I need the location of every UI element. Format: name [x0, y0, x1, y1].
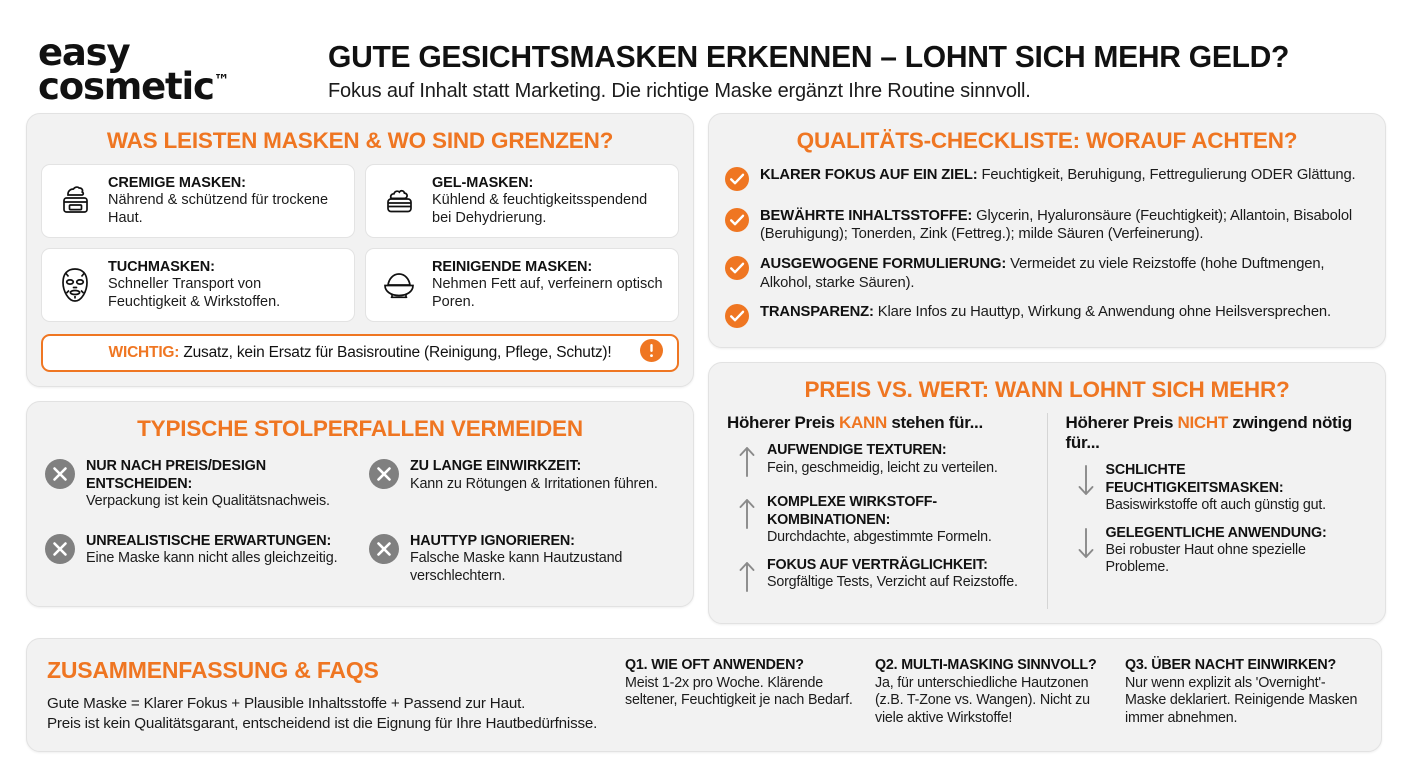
price-left-body: Sorgfältige Tests, Verzicht auf Reizstoffe. [767, 574, 1018, 590]
left-column [26, 113, 694, 624]
pitfall-body: Eine Maske kann nicht alles gleichzeitig. [86, 550, 338, 567]
faq-item [875, 657, 1111, 735]
checklist-text [760, 207, 1369, 244]
main-grid [0, 113, 1408, 624]
important-keyword: WICHTIG: [108, 344, 180, 362]
tile-reinigende-masken [365, 248, 679, 322]
pitfall-body: Kann zu Rötungen & Irritationen führen. [410, 475, 658, 492]
gel-jar-icon [377, 181, 421, 221]
pitfall-body: Verpackung ist kein Qualitätsnachweis. [86, 493, 330, 510]
card-mask-types-title: WAS LEISTEN MASKEN & WO SIND GRENZEN? [106, 127, 614, 153]
checklist-item [725, 303, 1369, 333]
checklist-body: Glycerin, Hyaluronsäure (Feuchtigkeit); Allantoin, Bisabolol (Beruhigung); Tonerden, Zink (Fettreg.); milde Säuren (Verfeinerung). [760, 207, 1353, 243]
header-text-block [328, 22, 1378, 103]
check-circle-icon [725, 208, 749, 237]
tile-body: Kühlend & feuchtigkeitsspendend bei Dehydrierung. [432, 192, 648, 226]
card-checklist-title: QUALITÄTS-CHECKLISTE: WORAUF ACHTEN? [796, 127, 1298, 153]
price-left-body: Fein, geschmeidig, leicht zu verteilen. [767, 459, 998, 476]
brand-line-2: cosmetic [38, 65, 214, 109]
important-text [109, 344, 612, 362]
faq-list [625, 657, 1361, 735]
price-right-heading-pre: Höherer Preis [1065, 413, 1178, 433]
summary-block [47, 657, 607, 735]
price-left-item [727, 442, 1029, 483]
arrow-up-icon [737, 444, 757, 483]
pitfall-item [369, 533, 675, 586]
tile-heading: CREMIGE MASKEN: [108, 174, 246, 191]
checklist-body: Vermeidet zu viele Reizstoffe (hohe Duftmengen, Alkohol, starke Säuren). [760, 256, 1325, 291]
page-subtitle: Fokus auf Inhalt statt Marketing. Die richtige Maske ergänzt Ihre Routine sinnvoll. [328, 80, 1031, 102]
checklist-body: Klare Infos zu Hauttyp, Wirkung & Anwendung ohne Heilsversprechen. [873, 304, 1331, 321]
pitfall-text [86, 533, 337, 568]
price-left-heading [727, 413, 1029, 433]
faq-question: Q1. WIE OFT ANWENDEN? [625, 656, 804, 673]
faq-question: Q3. ÜBER NACHT EINWIRKEN? [1125, 656, 1337, 673]
faq-question: Q2. MULTI-MASKING SINNVOLL? [875, 656, 1097, 673]
pitfall-body: Falsche Maske kann Hautzustand verschlechtern. [410, 550, 623, 584]
x-circle-icon [369, 534, 399, 569]
x-circle-icon [369, 459, 399, 494]
tile-tuchmasken [41, 248, 355, 322]
price-left-heading-item: KOMPLEXE WIRKSTOFF-KOMBINATIONEN: [767, 494, 937, 528]
pitfall-text [410, 533, 675, 586]
summary-text [47, 694, 607, 735]
important-body: Zusatz, kein Ersatz für Basisroutine (Reinigung, Pflege, Schutz)! [179, 344, 612, 362]
summary-line-2: Preis ist kein Qualitätsgarant, entscheidend ist die Eignung für Ihre Hautbedürfnisse. [47, 715, 598, 733]
tile-text [108, 259, 343, 311]
price-left-item [727, 557, 1029, 598]
tile-heading: TUCHMASKEN: [108, 258, 215, 275]
check-circle-icon [725, 256, 749, 285]
tile-cremige-masken [41, 164, 355, 238]
card-pitfalls-title: TYPISCHE STOLPERFALLEN VERMEIDEN [137, 416, 583, 442]
arrow-down-icon [1076, 464, 1096, 503]
price-right-heading-item: SCHLICHTE FEUCHTIGKEITSMASKEN: [1105, 462, 1284, 496]
tile-heading: GEL-MASKEN: [432, 174, 534, 191]
checklist-item [725, 166, 1369, 196]
card-quality-checklist [708, 113, 1386, 349]
tile-gel-masken [365, 164, 679, 238]
right-column [708, 113, 1386, 624]
price-left-heading-keyword: KANN [839, 413, 887, 433]
price-left-text [767, 494, 1029, 545]
pitfalls-list [27, 452, 693, 605]
price-right-text [1106, 462, 1368, 513]
sheet-mask-face-icon [53, 264, 97, 306]
cream-jar-icon [53, 181, 97, 221]
price-body [709, 413, 1385, 622]
price-right-heading-post: zwingend nötig für... [1065, 413, 1352, 453]
pitfall-text [86, 458, 351, 511]
card-price-title: PREIS VS. WERT: WANN LOHNT SICH MEHR? [804, 377, 1290, 403]
summary-line-1: Gute Maske = Klarer Fokus + Plausible Inhaltsstoffe + Passend zur Haut. [47, 694, 526, 712]
price-left-text [767, 557, 1018, 591]
arrow-up-icon [737, 496, 757, 535]
price-left-item [727, 494, 1029, 545]
card-summary-faqs [26, 638, 1382, 752]
checklist-heading: AUSGEWOGENE FORMULIERUNG: [760, 256, 1007, 273]
faq-answer: Ja, für unterschiedliche Hautzonen (z.B. T-Zone vs. Wangen). Nicht zu viele aktive Wirkstoffe! [875, 674, 1090, 726]
checklist-heading: TRANSPARENZ: [760, 304, 874, 321]
price-right-body: Basiswirkstoffe oft auch günstig gut. [1105, 496, 1326, 513]
pitfall-text [410, 458, 658, 493]
pitfall-heading: UNREALISTISCHE ERWARTUNGEN: [86, 532, 332, 549]
price-left-body: Durchdachte, abgestimmte Formeln. [767, 528, 992, 545]
price-right-heading-item: GELEGENTLICHE ANWENDUNG: [1105, 524, 1327, 541]
arrow-down-icon [1076, 527, 1096, 566]
brand-line-1: easy [38, 31, 130, 74]
price-right-item [1066, 525, 1368, 576]
tile-body: Nehmen Fett auf, verfeinern optisch Poren. [432, 276, 663, 310]
clay-bowl-icon [377, 264, 421, 306]
x-circle-icon [45, 534, 75, 569]
checklist-item [725, 207, 1369, 244]
pitfall-heading: NUR NACH PREIS/DESIGN ENTSCHEIDEN: [86, 458, 266, 492]
checklist-items [709, 164, 1385, 348]
tile-heading: REINIGENDE MASKEN: [432, 258, 593, 275]
tile-body: Schneller Transport von Feuchtigkeit & Wirkstoffen. [108, 276, 281, 310]
tile-text [432, 175, 667, 227]
price-right-item [1066, 462, 1368, 513]
price-column-can [727, 413, 1048, 608]
price-right-heading [1066, 413, 1368, 453]
trademark-symbol: ™ [213, 71, 230, 91]
pitfall-heading: HAUTTYP IGNORIEREN: [410, 532, 575, 549]
price-right-body: Bei robuster Haut ohne spezielle Probleme. [1105, 542, 1306, 576]
price-left-heading-item: AUFWENDIGE TEXTUREN: [767, 442, 947, 459]
card-pitfalls [26, 401, 694, 606]
check-circle-icon [725, 304, 749, 333]
summary-title: ZUSAMMENFASSUNG & FAQS [47, 656, 379, 683]
pitfall-item [369, 458, 675, 511]
price-right-text [1106, 525, 1368, 576]
faq-item [625, 657, 861, 735]
pitfall-heading: ZU LANGE EINWIRKZEIT: [410, 458, 582, 475]
faq-answer: Nur wenn explizit als 'Overnight'-Maske deklariert. Reinigende Masken immer abnehmen. [1125, 674, 1358, 726]
pitfall-item [45, 533, 351, 586]
price-left-heading-post: stehen für... [886, 413, 983, 433]
card-mask-types [26, 113, 694, 387]
price-column-not [1048, 413, 1368, 608]
faq-answer: Meist 1-2x pro Woche. Klärende seltener, Feuchtigkeit je nach Bedarf. [625, 674, 853, 709]
price-right-heading-keyword: NICHT [1177, 413, 1228, 433]
card-price-vs-value [708, 362, 1386, 623]
checklist-body: Feuchtigkeit, Beruhigung, Fettregulierung ODER Glättung. [977, 166, 1356, 183]
faq-item [1125, 657, 1361, 735]
tile-text [108, 175, 343, 227]
x-circle-icon [45, 459, 75, 494]
mask-type-tiles [27, 164, 693, 322]
checklist-heading: KLARER FOKUS AUF EIN ZIEL: [760, 166, 978, 183]
page-title: GUTE GESICHTSMASKEN ERKENNEN – LOHNT SICH MEHR GELD? [328, 40, 1290, 74]
pitfall-item [45, 458, 351, 511]
price-left-heading-item: FOKUS AUF VERTRÄGLICHKEIT: [767, 556, 988, 573]
checklist-heading: BEWÄHRTE INHALTSSTOFFE: [760, 207, 973, 224]
price-left-heading-pre: Höherer Preis [727, 413, 840, 433]
price-left-text [767, 442, 998, 476]
header [0, 0, 1408, 113]
brand-logo [38, 22, 328, 109]
important-banner [41, 334, 679, 372]
checklist-item [725, 255, 1369, 292]
tile-text [432, 259, 667, 311]
checklist-text [760, 255, 1369, 292]
tile-body: Nährend & schützend für trockene Haut. [108, 192, 329, 226]
checklist-text [760, 166, 1356, 185]
check-circle-icon [725, 167, 749, 196]
checklist-text [760, 303, 1331, 322]
arrow-up-icon [737, 559, 757, 598]
exclamation-circle-icon [640, 339, 663, 367]
